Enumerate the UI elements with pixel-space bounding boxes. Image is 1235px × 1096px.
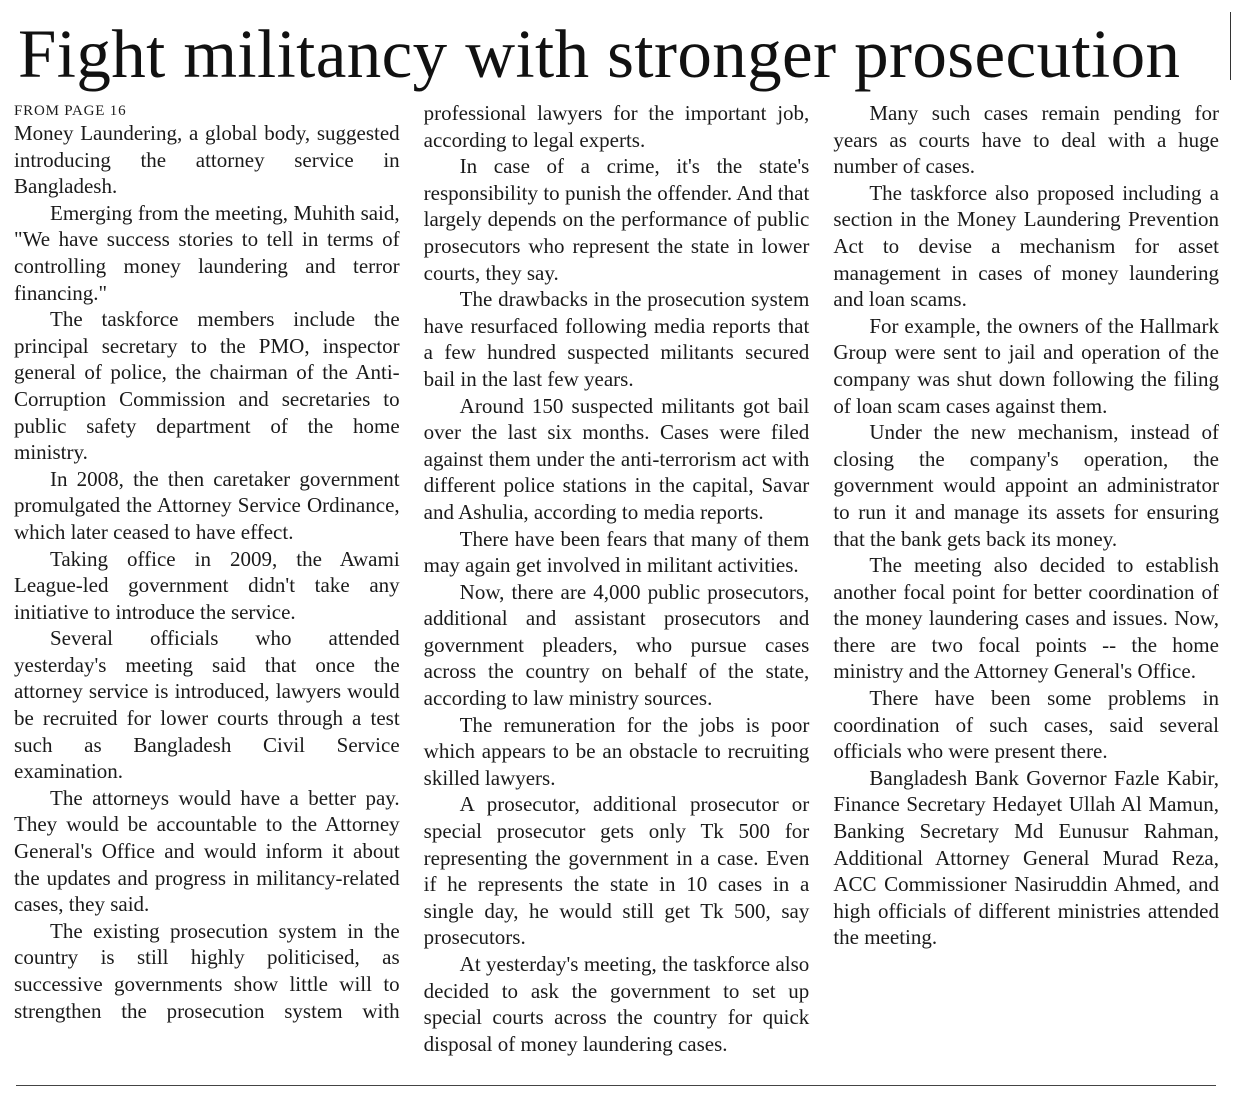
paragraph: The attorneys would have a better pay. They would be accountable to the Attorney General's Office and would inform it about the updates and progress in militancy-related cases, they said. (14, 785, 400, 917)
article-body (14, 100, 1219, 1072)
bottom-rule (16, 1085, 1216, 1086)
paragraph: The drawbacks in the prosecution system have resurfaced following media reports that a few hundred suspected militants secured bail in the last few years. (423, 287, 810, 391)
paragraph: At yesterday's meeting, the taskforce also decided to ask the government to set up special courts across the country for quick disposal of money laundering cases. (423, 952, 810, 1056)
paragraph: Emerging from the meeting, Muhith said, "We have success stories to tell in terms of controlling money laundering and terror financing." (14, 200, 400, 305)
paragraph: Money Laundering, a global body, suggested introducing the attorney service in Bangladesh. (14, 121, 400, 199)
paragraph: A prosecutor, additional prosecutor or special prosecutor gets only Tk 500 for representing the government in a case. Even if he represents the state in 10 cases in a single day, he would still get Tk 500, say prosecutors. (423, 792, 810, 950)
paragraph: The taskforce also proposed including a section in the Money Laundering Prevention Act to devise a mechanism for asset management in cases of money laundering and loan scams. (833, 180, 1219, 312)
continuation-label: FROM PAGE 16 (14, 103, 127, 119)
paragraph: There have been some problems in coordination of such cases, said several officials who were present there. (833, 686, 1219, 764)
paragraph: In 2008, the then caretaker government promulgated the Attorney Service Ordinance, which later ceased to have effect. (14, 466, 400, 544)
paragraph: The remuneration for the jobs is poor which appears to be an obstacle to recruiting skilled lawyers. (423, 712, 810, 790)
paragraph: For example, the owners of the Hallmark Group were sent to jail and operation of the company was shut down following the filing of loan scam cases against them. (833, 313, 1219, 418)
paragraph: Taking office in 2009, the Awami League-led government didn't take any initiative to introduce the service. (14, 546, 400, 624)
paragraph: The taskforce members include the principal secretary to the PMO, inspector general of police, the chairman of the Anti-Corruption Commission and secretaries to public safety department of the home ministry. (14, 307, 400, 465)
paragraph: Many such cases remain pending for years as courts have to deal with a huge number of cases. (833, 101, 1219, 179)
paragraph: Now, there are 4,000 public prosecutors, additional and assistant prosecutors and government pleaders, who pursue cases across the country on behalf of the state, according to law ministry sources. (423, 579, 810, 711)
paragraph: Around 150 suspected militants got bail over the last six months. Cases were filed against them under the anti-terrorism act with different police stations in the capital, Savar and Ashulia, according to media reports. (423, 393, 810, 524)
paragraph: There have been fears that many of them may again get involved in militant activities. (423, 526, 810, 578)
paragraph: Several officials who attended yesterday's meeting said that once the attorney service is introduced, lawyers would be recruited for lower courts through a test such as Bangladesh Civil Service examination. (14, 626, 400, 784)
paragraph: The meeting also decided to establish another focal point for better coordination of the money laundering cases and issues. Now, there are two focal points -- the home ministry and the Attorney General's Office. (833, 553, 1219, 684)
paragraph: The existing prosecution system in the country is still highly politicised, as successive governments show little will to strengthen the prosecution system with professional lawyers for the important job, according to legal experts. (14, 101, 810, 1023)
headline: Fight militancy with stronger prosecution (18, 16, 1181, 92)
paragraph: In case of a crime, it's the state's responsibility to punish the offender. And that largely depends on the performance of public prosecutors who represent the state in lower courts, they say. (423, 154, 810, 285)
paragraph: Under the new mechanism, instead of closing the company's operation, the government would appoint an administrator to run it and manage its assets for ensuring that the bank gets back its money. (833, 420, 1219, 551)
headline-right-rule (1230, 12, 1231, 80)
paragraph: Bangladesh Bank Governor Fazle Kabir, Finance Secretary Hedayet Ullah Al Mamun, Banking Secretary Md Eunusur Rahman, Additional Attorney General Murad Reza, ACC Commissioner Nasiruddin Ahmed, and high officials of different ministries attended the meeting. (833, 765, 1219, 950)
